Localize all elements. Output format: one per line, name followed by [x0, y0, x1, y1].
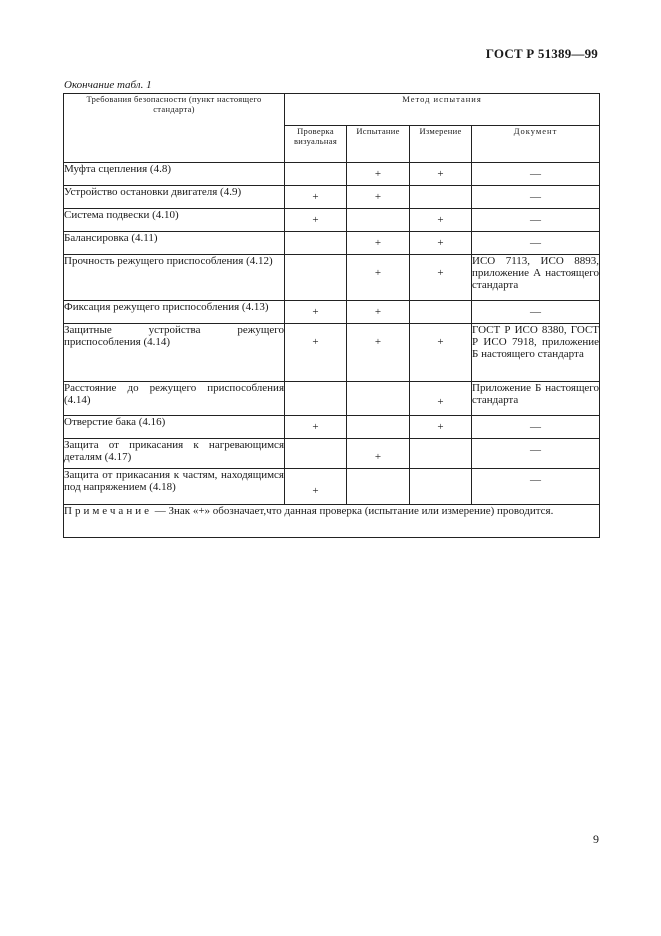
test-mark-cell: +	[347, 439, 410, 469]
visual-mark-cell: +	[285, 209, 347, 232]
table-note	[64, 505, 600, 538]
header-test-method: Метод испытания	[285, 94, 600, 126]
document-cell: —	[472, 186, 600, 209]
requirement-cell: Фиксация режущего приспособления (4.13)	[64, 301, 285, 324]
table-row	[64, 469, 600, 505]
standard-code: ГОСТ Р 51389—99	[485, 46, 598, 61]
requirement-cell: Расстояние до режущего приспособления (4.14)	[64, 382, 285, 416]
table-caption: Окончание табл. 1	[64, 79, 152, 91]
test-mark-cell: +	[347, 232, 410, 255]
test-mark-cell	[347, 382, 410, 416]
visual-mark-cell	[285, 439, 347, 469]
table-row	[64, 324, 600, 382]
table-row	[64, 209, 600, 232]
test-mark-cell	[347, 416, 410, 439]
visual-mark-cell	[285, 163, 347, 186]
visual-mark-cell: +	[285, 416, 347, 439]
document-cell: —	[472, 209, 600, 232]
requirement-cell: Муфта сцепления (4.8)	[64, 163, 285, 186]
measure-mark-cell: +	[410, 416, 472, 439]
visual-mark-cell	[285, 255, 347, 301]
document-cell: —	[472, 469, 600, 505]
test-mark-cell: +	[347, 163, 410, 186]
note-text: — Знак «+» обозначает,что данная проверка (испытание или измерение) проводится.	[151, 505, 554, 517]
measure-mark-cell: +	[410, 232, 472, 255]
note-label: Примечание	[64, 505, 152, 517]
document-cell: —	[472, 232, 600, 255]
test-mark-cell: +	[347, 186, 410, 209]
test-mark-cell	[347, 209, 410, 232]
visual-mark-cell: +	[285, 186, 347, 209]
requirement-cell: Устройство остановки двигателя (4.9)	[64, 186, 285, 209]
measure-mark-cell: +	[410, 163, 472, 186]
table-row	[64, 232, 600, 255]
table-row	[64, 186, 600, 209]
requirement-cell: Система подвески (4.10)	[64, 209, 285, 232]
page-number: 9	[593, 832, 599, 846]
header-test: Испытание	[347, 126, 410, 163]
document-cell: Приложение Б настоящего стандарта	[472, 382, 600, 416]
table-row	[64, 301, 600, 324]
table-row	[64, 439, 600, 469]
document-cell: ИСО 7113, ИСО 8893, приложение А настоящего стандарта	[472, 255, 600, 301]
document-cell: —	[472, 416, 600, 439]
table-row	[64, 382, 600, 416]
visual-mark-cell: +	[285, 324, 347, 382]
measure-mark-cell: +	[410, 209, 472, 232]
requirement-cell: Защитные устройства режущего приспособления (4.14)	[64, 324, 285, 382]
document-cell: ГОСТ Р ИСО 8380, ГОСТ Р ИСО 7918, приложение Б настоящего стандарта	[472, 324, 600, 382]
table-row	[64, 255, 600, 301]
test-methods-table	[63, 93, 600, 538]
measure-mark-cell: +	[410, 255, 472, 301]
measure-mark-cell	[410, 439, 472, 469]
requirement-cell: Защита от прикасания к частям, находящимся под напряжением (4.18)	[64, 469, 285, 505]
header-measure: Измерение	[410, 126, 472, 163]
header-requirements: Требования безопасности (пункт настоящего стандарта)	[64, 94, 285, 163]
test-mark-cell: +	[347, 255, 410, 301]
visual-mark-cell: +	[285, 469, 347, 505]
test-mark-cell: +	[347, 301, 410, 324]
requirement-cell: Балансировка (4.11)	[64, 232, 285, 255]
header-document: Документ	[472, 126, 600, 163]
visual-mark-cell: +	[285, 301, 347, 324]
document-cell: —	[472, 439, 600, 469]
visual-mark-cell	[285, 382, 347, 416]
measure-mark-cell	[410, 186, 472, 209]
document-cell: —	[472, 163, 600, 186]
requirement-cell: Отверстие бака (4.16)	[64, 416, 285, 439]
table-row	[64, 416, 600, 439]
test-mark-cell	[347, 469, 410, 505]
visual-mark-cell	[285, 232, 347, 255]
header-visual: Проверка визуальная	[285, 126, 347, 163]
measure-mark-cell	[410, 469, 472, 505]
requirement-cell: Защита от прикасания к нагревающимся деталям (4.17)	[64, 439, 285, 469]
document-cell: —	[472, 301, 600, 324]
table-row	[64, 163, 600, 186]
measure-mark-cell: +	[410, 382, 472, 416]
measure-mark-cell	[410, 301, 472, 324]
measure-mark-cell: +	[410, 324, 472, 382]
requirement-cell: Прочность режущего приспособления (4.12)	[64, 255, 285, 301]
test-mark-cell: +	[347, 324, 410, 382]
